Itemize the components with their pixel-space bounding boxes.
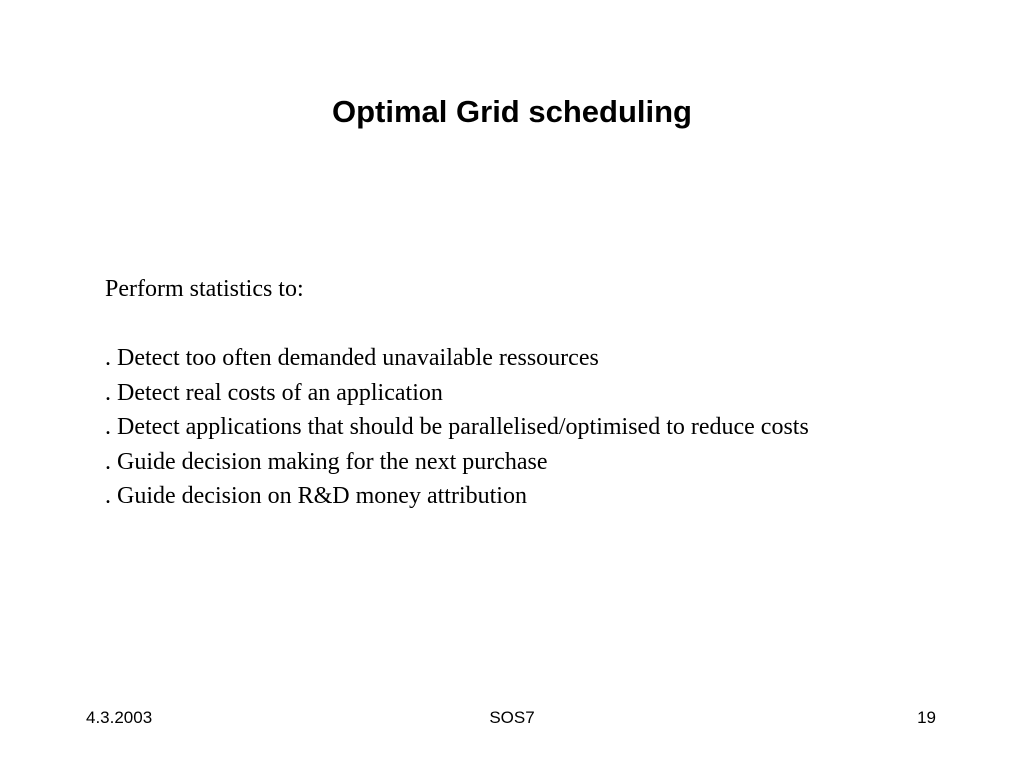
page-number: 19 xyxy=(917,708,936,727)
bullet-list xyxy=(105,341,1005,514)
footer-date: 4.3.2003 xyxy=(86,708,153,727)
slide-body xyxy=(105,272,1005,514)
list-item: . Guide decision on R&D money attribution xyxy=(105,483,527,509)
list-item: . Detect too often demanded unavailable ressources xyxy=(105,345,599,371)
list-item: . Detect applications that should be parallelised/optimised to reduce costs xyxy=(105,414,809,440)
intro-text: Perform statistics to: xyxy=(105,276,304,302)
footer-center-text: SOS7 xyxy=(489,708,535,727)
list-item: . Detect real costs of an application xyxy=(105,379,443,406)
slide-title: Optimal Grid scheduling xyxy=(332,94,692,129)
spacer xyxy=(105,307,1005,342)
list-item: . Guide decision making for the next purchase xyxy=(105,448,548,475)
